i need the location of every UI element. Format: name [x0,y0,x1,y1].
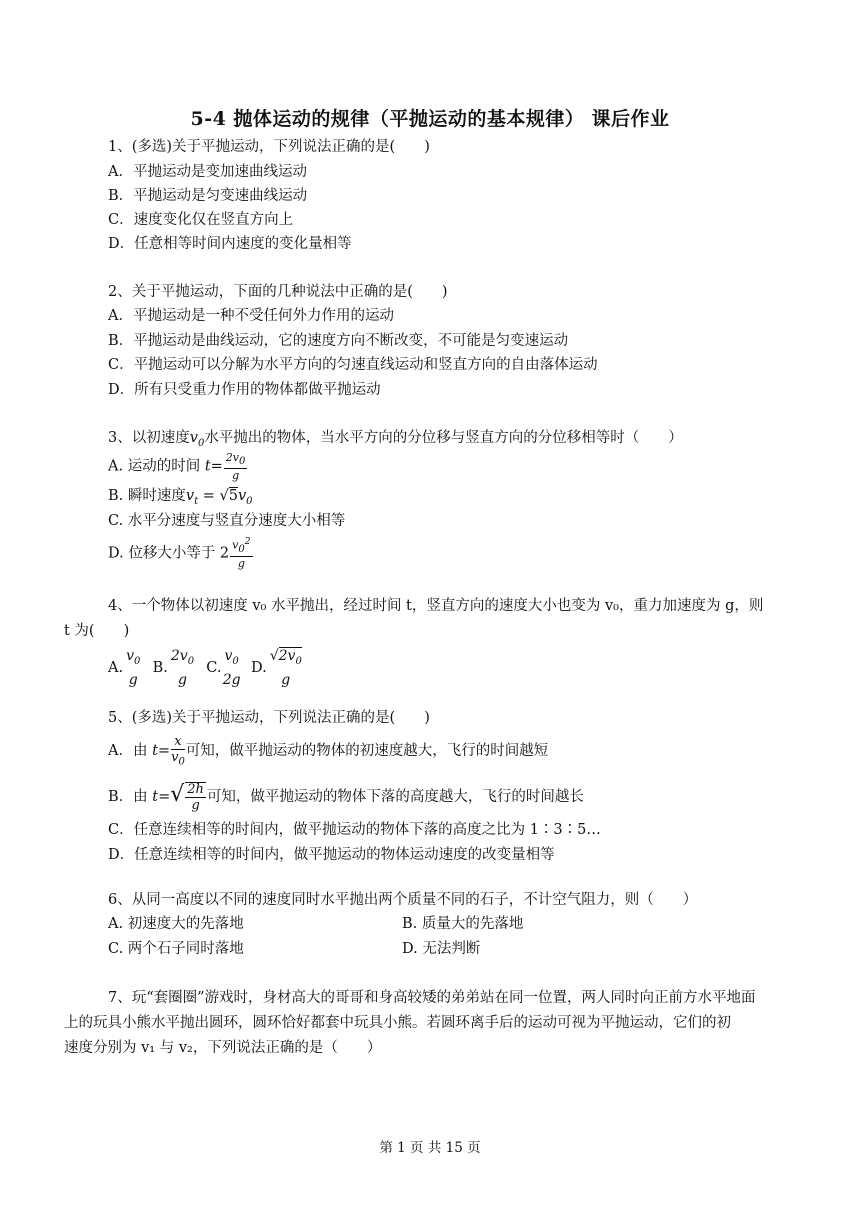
q5-option-d: D．任意连续相等的时间内，做平抛运动的物体运动速度的改变量相等 [108,847,555,863]
q5-option-a-text: 可知，做平抛运动的物体的初速度越大，飞行的时间越短 [185,743,549,759]
q6-option-d: D. 无法判断 [402,941,481,957]
q4-stem-line2: t 为( ) [64,623,130,639]
q5-option-a: A．由 t= $\frac{x}{v_0}$ 可知，做平抛运动的物体的初速度越大，飞行的时间越短 [108,733,549,768]
q1-option-a: A．平抛运动是变加速曲线运动 [108,164,307,180]
q6-option-a: A. 初速度大的先落地 [108,916,244,932]
fraction-x-over-v0: $\frac{x}{v_0}$ [171,733,185,768]
fraction-v0sq-over-g: $\frac{v_0^2}{g}$ [232,537,251,570]
q4-option-a-label: A. [108,660,124,676]
q4-option-b-label: B. [152,660,168,676]
q6-option-c: C. 两个石子同时落地 [108,941,244,957]
q5-option-a-label: A．由 [108,743,153,759]
document-title: 5-4 抛体运动的规律（平抛运动的基本规律） 课后作业 [190,108,670,130]
q7-line2: 上的玩具小熊水平抛出圆环，圆环恰好都套中玩具小熊。若圆环离手后的运动可视为平抛运动，它们的初 [64,1015,731,1031]
q1-option-b: B．平抛运动是匀变速曲线运动 [108,188,308,204]
q3-stem-pre: 3、以初速度 [108,430,190,446]
q4-option-b-fraction: $2v_0$ g [170,648,195,688]
q2-option-a: A．平抛运动是一种不受任何外力作用的运动 [108,308,394,324]
q3-option-b: B. 瞬时速度$v_t = √5v_0$ [108,488,253,507]
q5-option-b: B．由 t=√ $\frac{2h}{g}$ 可知，做平抛运动的物体下落的高度越大，飞行的时间越长 [108,782,584,813]
q3-option-d-label: D. 位移大小等于 2 [108,545,230,562]
fraction-2v0-over-g: $\frac{2v_0}{g}$ [225,451,246,483]
q1-stem: 1、(多选)关于平抛运动，下列说法正确的是( ) [108,139,430,155]
q3-option-c: C. 水平分速度与竖直分速度大小相等 [108,513,346,529]
q7-line3: 速度分别为 v₁ 与 v₂，下列说法正确的是（ ） [64,1040,382,1056]
q2-option-b: B．平抛运动是曲线运动，它的速度方向不断改变，不可能是匀变速运动 [108,333,569,349]
q6-option-b: B. 质量大的先落地 [402,916,524,932]
v0-symbol: $v_0$ [189,430,205,449]
q4-option-d-label: D. [251,660,267,676]
q3-option-b-label: B. 瞬时速度 [108,488,186,504]
q5-stem: 5、(多选)关于平抛运动，下列说法正确的是( ) [108,710,430,726]
q1-option-d: D．任意相等时间内速度的变化量相等 [108,236,352,252]
q4-option-c-fraction: $v_0$ 2g [222,648,241,688]
q5-option-c: C．任意连续相等的时间内，做平抛运动的物体下落的高度之比为 1∶3∶5… [108,822,601,838]
q4-options [108,648,305,688]
q3-stem [108,428,683,454]
q4-option-d-fraction: $√2v_0$ g [269,648,302,688]
q2-stem: 2、关于平抛运动，下面的几种说法中正确的是( ) [108,284,448,300]
q2-option-d: D．所有只受重力作用的物体都做平抛运动 [108,382,381,398]
q7-line1: 7、玩“套圈圈”游戏时，身材高大的哥哥和身高较矮的弟弟站在同一位置，两人同时向正前方水平地面 [108,990,756,1006]
q4-option-a-fraction: $v_0$ g [126,648,141,688]
q5-option-b-label: B．由 [108,789,153,805]
q2-option-c: C．平抛运动可以分解为水平方向的匀速直线运动和竖直方向的自由落体运动 [108,357,598,373]
q5-option-b-text: 可知，做平抛运动的物体下落的高度越大，飞行的时间越长 [206,789,584,805]
q6-stem: 6、从同一高度以不同的速度同时水平抛出两个质量不同的石子，不计空气阻力，则（ ） [108,892,698,908]
fraction-2h-over-g: $\frac{2h}{g}$ [187,782,204,813]
q4-option-c-label: C. [206,660,222,676]
q3-option-d [108,538,254,569]
q3-option-a: A. 运动的时间 t= $\frac{2v_0}{g}$ [108,451,246,483]
q3-stem-post: 水平抛出的物体，当水平方向的分位移与竖直方向的分位移相等时（ ） [204,430,683,446]
q1-option-c: C．速度变化仅在竖直方向上 [108,212,294,228]
page-footer: 第 1 页 共 15 页 [379,1140,481,1156]
q4-stem-line1: 4、一个物体以初速度 v₀ 水平抛出，经过时间 t，竖直方向的速度大小也变为 v₀，重力加速度为 g，则 [108,598,764,614]
q3-option-a-label: A. 运动的时间 [108,458,205,475]
